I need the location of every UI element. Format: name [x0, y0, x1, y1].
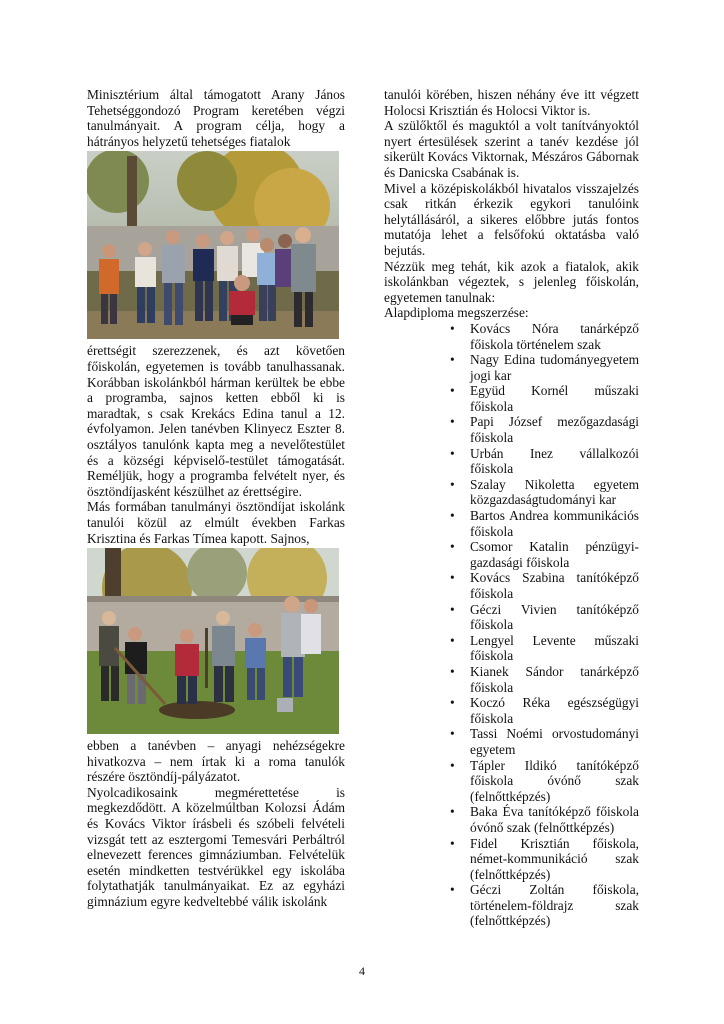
- paragraph: Nyolcadikosaink megmérettetése is megkezdődött. A közelmúltban Kolozsi Ádám és Kovács Viktor írásbeli és szóbeli felvételi vizsgát tett az esztergomi Temesvári Perbáltról elnevezett ferences gimnáziumban. Felvételük esetén mindketten testvérükkel egy iskolába folytathatják tanulmányaikat. Ez az egyházi gimnázium egyre kedveltebbé válik iskolánk: [87, 784, 345, 910]
- paragraph: Nézzük meg tehát, kik azok a fiatalok, akik iskolánkban végeztek, s jelenleg főiskolán, egyetemen tanulnak:: [384, 258, 639, 305]
- paragraph: tanulói körében, hiszen néhány éve itt végzett Holocsi Krisztián és Holocsi Viktor is.: [384, 87, 639, 118]
- list-item: • Géczi Zoltán főiskola, történelem-földrajz szak (felnőttképzés): [470, 882, 639, 929]
- group-photo: [87, 151, 345, 339]
- degree-list-heading: Alapdiploma megszerzése:: [384, 305, 529, 321]
- list-item: • Baka Éva tanítóképző főiskola óvónő szak (felnőttképzés): [470, 804, 639, 835]
- paragraph: Minisztérium által támogatott Arany János Tehetséggondozó Program keretében végzi tanulmányait. A program célja, hogy a hátrányos helyzetű tehetséges fiatalok: [87, 87, 345, 149]
- list-item: • Lengyel Levente műszaki főiskola: [470, 633, 639, 664]
- left-column: [87, 87, 345, 910]
- list-item: • Együd Kornél műszaki főiskola: [470, 383, 639, 414]
- paragraph: A szülőktől és maguktól a volt tanítványoktól nyert értesülések szerint a tanév kezdése jól sikerült Kovács Viktornak, Mészáros Gábornak és Danicska Csabának is.: [384, 118, 639, 180]
- list-item: • Kovács Szabina tanítóképző főiskola: [470, 570, 639, 601]
- paragraph: Más formában tanulmányi ösztöndíjat iskolánk tanulói közül az elmúlt években Farkas Krisztina és Farkas Tímea kapott. Sajnos,: [87, 499, 345, 546]
- list-item: • Urbán Inez vállalkozói főiskola: [470, 446, 639, 477]
- paragraph: ebben a tanévben – anyagi nehézségekre hivatkozva – nem írtak ki a roma tanulók részére ösztöndíj-pályázatot.: [87, 738, 345, 785]
- list-item: • Kovács Nóra tanárképző főiskola történelem szak: [470, 321, 639, 352]
- list-item: • Koczó Réka egészségügyi főiskola: [470, 695, 639, 726]
- list-item: • Szalay Nikoletta egyetem közgazdaságtudományi kar: [470, 477, 639, 508]
- list-item: • Tassi Noémi orvostudományi egyetem: [470, 726, 639, 757]
- list-item: • Csomor Katalin pénzügyi-gazdasági főiskola: [470, 539, 639, 570]
- list-item: • Nagy Edina tudományegyetem jogi kar: [470, 352, 639, 383]
- list-item: • Fidel Krisztián főiskola, német-kommunikáció szak (felnőttképzés): [470, 836, 639, 883]
- list-item: • Bartos Andrea kommunikációs főiskola: [470, 508, 639, 539]
- list-item: • Tápler Ildikó tanítóképző főiskola óvónő szak (felnőttképzés): [470, 758, 639, 805]
- right-column: [384, 87, 639, 929]
- list-item: • Kianek Sándor tanárképző főiskola: [470, 664, 639, 695]
- degree-list: [384, 321, 639, 929]
- list-item: • Papi József mezőgazdasági főiskola: [470, 414, 639, 445]
- tree-planting-photo: [87, 548, 345, 734]
- paragraph: érettségit szerezzenek, és azt követően főiskolán, egyetemen is tovább tanulhassanak. Korábban iskolánkból hárman kerültek be ebbe a programba, sajnos ketten ebből ki is maradtak, s csak Krekács Edina tanul a 12. évfolyamon. Jelen tanévben Klinyecz Eszter 8. osztályos tanulónk kapta meg a nevelőtestület és a községi képviselő-testület támogatását. Reméljük, hogy a programba felvételt nyer, és ösztöndíjasként készülhet az érettségire.: [87, 343, 345, 499]
- page-number: 4: [359, 964, 365, 978]
- list-item: • Géczi Vivien tanítóképző főiskola: [470, 602, 639, 633]
- paragraph: Mivel a középiskolákból hivatalos visszajelzés csak ritkán érkezik egykori tanulóink helytállásáról, a sikeres előbbre jutás fontos mutatója lehet a felsőfokú oktatásba való bejutás.: [384, 180, 639, 258]
